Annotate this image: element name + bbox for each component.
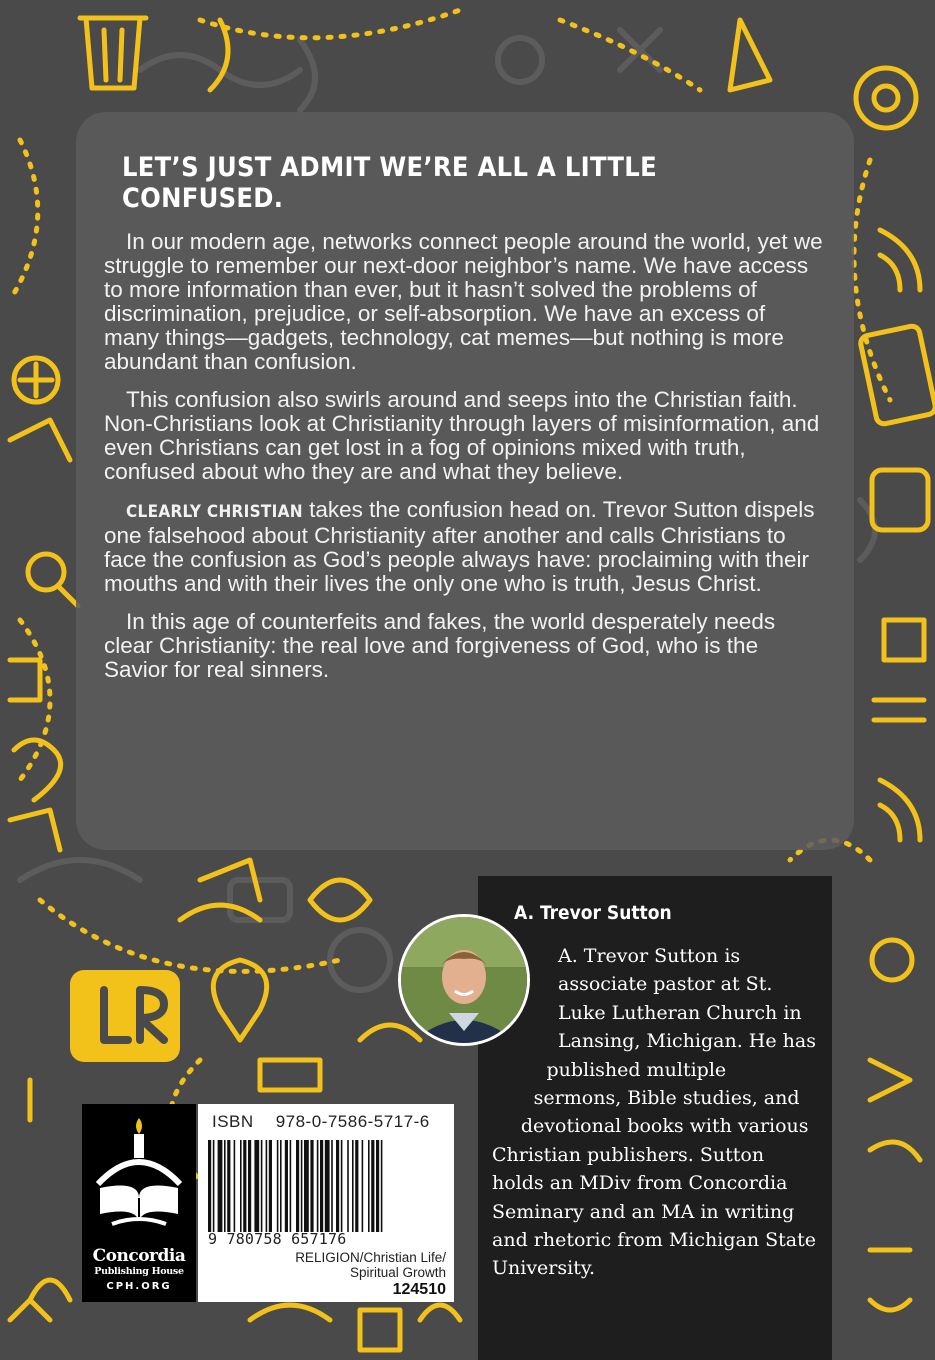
paragraph-1: In our modern age, networks connect people around the world, yet we struggle to remember our next-door neighbor’s name. We have access to more information than ever, but it hasn’t solved the problems of discrimination, prejudice, or self-absorption. We have an excess of many things—gadgets, technology, cat memes—but nothing is more abundant than confusion. bbox=[104, 229, 823, 374]
paragraph-3-text: takes the confusion head on. Trevor Sutton dispels one falsehood about Christianity after another and calls Christians to face the confusion as God’s people always have: proclaiming with their mouths and with their lives the only one who is truth, Jesus Christ. bbox=[104, 497, 815, 596]
paragraph-3 bbox=[104, 498, 824, 596]
bisac-category bbox=[295, 1250, 446, 1280]
isbn-number: 978-0-7586-5717-6 bbox=[275, 1112, 430, 1131]
bisac-line-1: RELIGION/Christian Life/ bbox=[295, 1250, 446, 1265]
bisac-line-2: Spiritual Growth bbox=[349, 1265, 446, 1280]
author-bio bbox=[492, 942, 818, 1283]
headline: LET’S JUST ADMIT WE’RE ALL A LITTLE CONFUSED. bbox=[122, 152, 657, 214]
author-box bbox=[478, 876, 832, 1360]
author-bio-text: A. Trevor Sutton is associate pastor at St. Luke Lutheran Church in Lansing, Michigan. He has published multiple sermons, Bible studies, and devotional books with various Christian publishers. Sutton holds an MDiv from Concordia Seminary and an MA in writing and rhetoric from Michigan State University. bbox=[492, 945, 816, 1280]
author-photo bbox=[398, 914, 530, 1046]
paragraph-4: In this age of counterfeits and fakes, the world desperately needs clear Christianity: the real love and forgiveness of God, who is the Savior for real sinners. bbox=[104, 609, 776, 682]
publisher-logo bbox=[82, 1104, 196, 1302]
author-name: A. Trevor Sutton bbox=[514, 902, 672, 924]
publisher-url: CPH.ORG bbox=[106, 1281, 172, 1292]
isbn-line bbox=[212, 1112, 430, 1132]
publisher-subtitle: Publishing House bbox=[94, 1266, 184, 1277]
isbn-label: ISBN bbox=[212, 1112, 254, 1131]
publisher-name: Concordia bbox=[92, 1246, 186, 1266]
stock-number: 124510 bbox=[392, 1281, 446, 1298]
barcode-bars bbox=[208, 1140, 444, 1232]
book-title-emphasis: CLEARLY CHRISTIAN bbox=[126, 502, 303, 522]
paragraph-2: This confusion also swirls around and seeps into the Christian faith. Non-Christians look at Christianity through layers of misinformation, and even Christians can get lost in a fog of opinions mixed with truth, confused about who they are and what they believe. bbox=[104, 387, 820, 484]
barcode-box bbox=[198, 1104, 454, 1302]
description-panel bbox=[76, 112, 854, 850]
barcode-digits: 9 780758 657176 bbox=[208, 1230, 347, 1248]
